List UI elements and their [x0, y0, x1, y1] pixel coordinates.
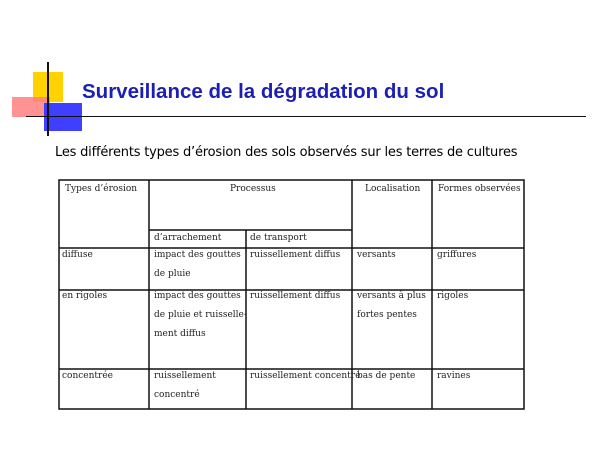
header-formes-observees: Formes observées	[438, 184, 521, 194]
header-transport: de transport	[250, 233, 307, 243]
row-formes: griffures	[437, 250, 477, 260]
decor-vertical-line	[47, 62, 49, 136]
row-arrachement-line: ruissellement	[154, 371, 216, 381]
row-arrachement-line: de pluie et ruisselle-	[154, 310, 247, 320]
row-formes: rigoles	[437, 291, 469, 301]
row-localisation-line: versants à plus	[357, 291, 426, 301]
row-transport: ruissellement diffus	[250, 291, 341, 301]
row-type: en rigoles	[62, 291, 108, 301]
decor-horizontal-line	[26, 116, 586, 117]
row-localisation-line: fortes pentes	[357, 310, 417, 320]
header-types-erosion: Types d’érosion	[65, 184, 138, 194]
slide-subtitle: Les différents types d’érosion des sols observés sur les terres de cultures	[55, 145, 518, 160]
row-arrachement-line: concentré	[154, 390, 200, 400]
row-transport: ruissellement concentré	[250, 371, 361, 381]
header-localisation: Localisation	[365, 184, 421, 194]
row-arrachement-line: ment diffus	[154, 329, 206, 339]
row-formes: ravines	[437, 371, 471, 381]
row-type: concentrée	[62, 371, 113, 381]
row-type: diffuse	[62, 250, 93, 260]
row-arrachement-line: impact des gouttes	[154, 250, 241, 260]
decor-blue-square	[44, 103, 82, 131]
header-processus: Processus	[230, 184, 276, 194]
slide-title: Surveillance de la dégradation du sol	[82, 80, 445, 103]
row-arrachement-line: de pluie	[154, 269, 191, 279]
row-transport: ruissellement diffus	[250, 250, 341, 260]
erosion-table	[58, 179, 526, 411]
row-arrachement-line: impact des gouttes	[154, 291, 241, 301]
header-arrachement: d’arrachement	[154, 233, 222, 243]
row-localisation-line: bas de pente	[357, 371, 416, 381]
row-localisation-line: versants	[357, 250, 396, 260]
